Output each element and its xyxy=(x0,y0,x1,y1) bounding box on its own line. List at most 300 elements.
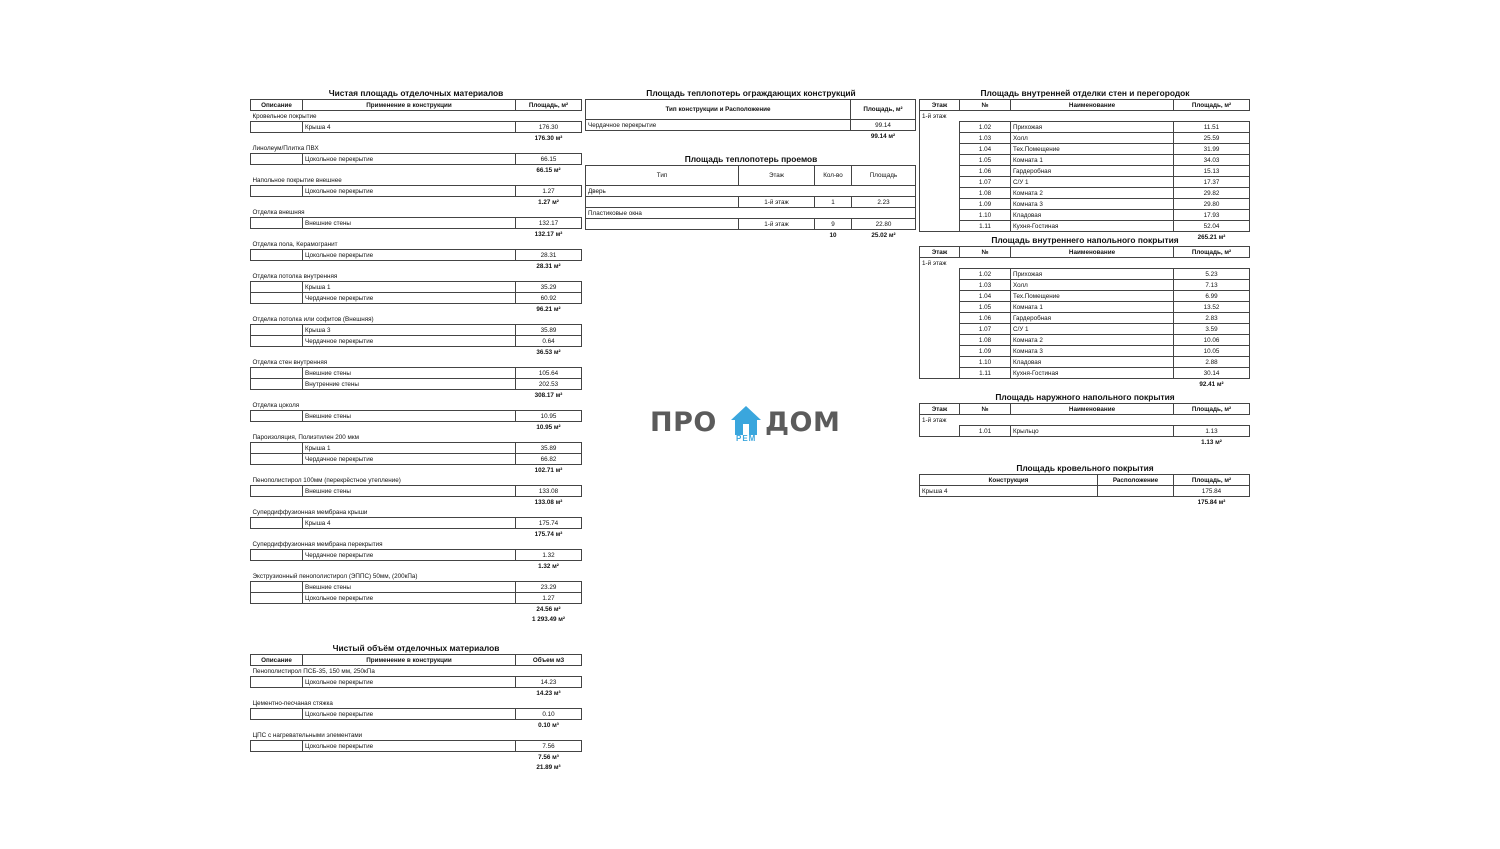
table-cell xyxy=(251,688,303,699)
value-cell: 6.99 xyxy=(1174,291,1250,302)
construction-cell: Внутренние стены xyxy=(303,379,516,390)
column-header: Площадь, м² xyxy=(1174,247,1250,258)
subtotal-value: 175.74 м² xyxy=(534,530,563,538)
finish-area-section xyxy=(250,88,582,624)
table-cell xyxy=(920,357,960,368)
table-cell xyxy=(251,593,303,604)
table-cell xyxy=(920,426,960,437)
subtotal-row xyxy=(251,229,582,240)
table-cell xyxy=(586,131,851,142)
table-cell xyxy=(303,762,516,772)
table-row xyxy=(920,199,1250,210)
table-row xyxy=(251,154,582,165)
subtotal-value: 132.17 м² xyxy=(534,230,563,238)
total-value: 25.02 м² xyxy=(871,231,896,239)
table-cell xyxy=(303,752,516,763)
table-cell xyxy=(303,304,516,315)
table-cell xyxy=(251,709,303,720)
group-description: Цементно-песчаная стяжка xyxy=(252,699,333,707)
table-cell xyxy=(920,368,960,379)
table-cell xyxy=(251,197,303,208)
opening-type: Дверь xyxy=(586,186,916,197)
quantity-cell: 1 xyxy=(815,197,852,208)
table-row xyxy=(920,368,1250,379)
table-cell xyxy=(920,497,1098,508)
subtotal-row xyxy=(251,497,582,508)
total-row xyxy=(586,230,916,241)
subtotal-row xyxy=(251,133,582,144)
table-cell xyxy=(251,218,303,229)
table-cell xyxy=(303,604,516,615)
room-name: Гардеробная xyxy=(1011,313,1174,324)
floor-row xyxy=(920,111,1250,122)
table-row xyxy=(586,120,916,131)
table-row xyxy=(920,280,1250,291)
value-cell: 17.37 xyxy=(1174,177,1250,188)
subtotal-value: 133.08 м² xyxy=(534,498,563,506)
group-description: Супердиффузионная мембрана перекрытия xyxy=(252,540,383,548)
table-row xyxy=(920,335,1250,346)
logo-right-word: ДОМ xyxy=(765,407,841,438)
subtotal-row xyxy=(251,561,582,572)
value-cell: 10.95 xyxy=(516,411,582,422)
room-name: Кладовая xyxy=(1011,357,1174,368)
table-cell xyxy=(303,465,516,476)
group-row xyxy=(251,175,582,186)
table-cell xyxy=(303,197,516,208)
value-cell: 66.15 xyxy=(516,154,582,165)
table-row xyxy=(920,188,1250,199)
total-row xyxy=(586,131,916,142)
table-cell xyxy=(251,154,303,165)
table-cell xyxy=(251,122,303,133)
group-row xyxy=(251,507,582,518)
group-description: Отделка потолка или софитов (Внешняя) xyxy=(252,315,374,323)
construction-cell: Крыша 4 xyxy=(920,486,1098,497)
table-row xyxy=(251,593,582,604)
table-cell xyxy=(251,582,303,593)
column-header: Применение в конструкции xyxy=(303,655,516,666)
room-number: 1.07 xyxy=(960,324,1011,335)
group-row xyxy=(251,571,582,582)
roof-covering-title: Площадь кровельного покрытия xyxy=(1016,463,1154,473)
table-row xyxy=(920,177,1250,188)
table-cell xyxy=(251,465,303,476)
table-cell xyxy=(920,188,960,199)
subtotal-row xyxy=(251,261,582,272)
house-icon xyxy=(729,405,763,437)
column-header: Применение в конструкции xyxy=(303,100,516,111)
table-cell xyxy=(920,291,960,302)
table-cell xyxy=(303,561,516,572)
column-header: Тип xyxy=(586,166,739,186)
table-cell xyxy=(303,614,516,624)
value-cell: 7.56 xyxy=(516,741,582,752)
value-cell: 132.17 xyxy=(516,218,582,229)
logo-sub-word: РЕМ xyxy=(736,434,757,443)
group-row xyxy=(251,111,582,122)
table-row xyxy=(251,582,582,593)
location-cell xyxy=(1098,486,1174,497)
envelope-heatloss-table xyxy=(585,99,916,141)
room-name: Комната 1 xyxy=(1011,155,1174,166)
table-cell xyxy=(251,454,303,465)
value-cell: 2.88 xyxy=(1174,357,1250,368)
table-cell xyxy=(251,133,303,144)
openings-heatloss-section xyxy=(585,154,917,240)
table-cell xyxy=(303,422,516,433)
floor-row xyxy=(920,415,1250,426)
column-header: Площадь xyxy=(852,166,916,186)
value-cell: 1.32 xyxy=(516,550,582,561)
value-cell: 10.05 xyxy=(1174,346,1250,357)
floor-label: 1-й этаж xyxy=(920,258,1250,269)
group-row xyxy=(251,271,582,282)
group-description: Напольное покрытие внешнее xyxy=(252,176,342,184)
outdoor-floor-table xyxy=(919,403,1250,447)
table-row xyxy=(920,144,1250,155)
group-description: Супердиффузионная мембрана крыши xyxy=(252,508,368,516)
group-description: ЦПС с нагревательными элементами xyxy=(252,731,363,739)
column-header: Конструкция xyxy=(920,475,1098,486)
column-header: Площадь, м² xyxy=(1174,404,1250,415)
value-cell: 202.53 xyxy=(516,379,582,390)
header-row xyxy=(251,655,582,666)
table-cell xyxy=(303,529,516,540)
construction-cell: Чердачное перекрытие xyxy=(303,550,516,561)
construction-cell: Крыша 4 xyxy=(303,518,516,529)
total-row xyxy=(920,379,1250,390)
table-cell xyxy=(303,720,516,731)
grand-total-value: 1 293.49 м² xyxy=(531,615,565,623)
group-description: Отделка цоколя xyxy=(252,401,300,409)
table-row xyxy=(251,677,582,688)
wall-finish-title: Площадь внутренней отделки стен и перегородок xyxy=(980,88,1190,98)
total-value: 265.21 м² xyxy=(1197,233,1226,241)
group-row xyxy=(251,207,582,218)
value-cell: 34.03 xyxy=(1174,155,1250,166)
value-cell: 2.83 xyxy=(1174,313,1250,324)
floor-cell: 1-й этаж xyxy=(739,197,815,208)
table-cell xyxy=(920,177,960,188)
table-cell xyxy=(303,229,516,240)
group-description: Кровельное покрытие xyxy=(252,112,317,120)
table-row xyxy=(251,293,582,304)
table-row xyxy=(251,518,582,529)
construction-cell: Крыша 3 xyxy=(303,325,516,336)
grand-total-row xyxy=(251,614,582,624)
room-name: Комната 3 xyxy=(1011,346,1174,357)
room-number: 1.06 xyxy=(960,313,1011,324)
value-cell: 30.14 xyxy=(1174,368,1250,379)
column-header: № xyxy=(960,247,1011,258)
room-name: Холл xyxy=(1011,133,1174,144)
column-header: Расположение xyxy=(1098,475,1174,486)
table-cell xyxy=(251,614,303,624)
subtotal-value: 96.21 м² xyxy=(536,305,561,313)
value-cell: 2.23 xyxy=(852,197,916,208)
room-name: Прихожая xyxy=(1011,269,1174,280)
table-row xyxy=(586,219,916,230)
room-name: Комната 2 xyxy=(1011,335,1174,346)
outdoor-floor-section xyxy=(919,392,1251,447)
table-cell xyxy=(251,379,303,390)
column-header: № xyxy=(960,404,1011,415)
subtotal-row xyxy=(251,390,582,401)
grand-total-row xyxy=(251,762,582,772)
table-row xyxy=(251,709,582,720)
table-row xyxy=(920,122,1250,133)
construction-cell: Чердачное перекрытие xyxy=(303,336,516,347)
room-number: 1.06 xyxy=(960,166,1011,177)
value-cell: 28.31 xyxy=(516,250,582,261)
table-row xyxy=(920,486,1250,497)
subtotal-value: 102.71 м² xyxy=(534,466,563,474)
table-cell xyxy=(586,219,739,230)
value-cell: 35.89 xyxy=(516,325,582,336)
table-cell xyxy=(251,261,303,272)
envelope-heatloss-section xyxy=(585,88,917,141)
subtotal-row xyxy=(251,720,582,731)
value-cell: 1.27 xyxy=(516,186,582,197)
table-cell xyxy=(920,199,960,210)
total-value: 175.84 м² xyxy=(1197,498,1226,506)
room-name: Комната 2 xyxy=(1011,188,1174,199)
table-cell xyxy=(251,186,303,197)
column-header: Площадь, м² xyxy=(851,100,916,120)
pro-dom-logo xyxy=(650,405,850,445)
column-header: Наименование xyxy=(1011,404,1174,415)
table-row xyxy=(920,133,1250,144)
table-row xyxy=(920,324,1250,335)
group-row xyxy=(251,314,582,325)
total-row xyxy=(920,437,1250,448)
header-row xyxy=(920,475,1250,486)
column-header: Площадь, м² xyxy=(1174,100,1250,111)
table-cell xyxy=(251,293,303,304)
column-header: Площадь, м² xyxy=(1174,475,1250,486)
table-cell xyxy=(920,335,960,346)
column-header: Этаж xyxy=(920,100,960,111)
table-row xyxy=(920,313,1250,324)
total-quantity: 10 xyxy=(829,231,837,239)
value-cell: 52.04 xyxy=(1174,221,1250,232)
header-row xyxy=(920,247,1250,258)
value-cell: 175.84 xyxy=(1174,486,1250,497)
subtotal-row xyxy=(251,304,582,315)
table-row xyxy=(251,454,582,465)
floor-covering-title: Площадь внутреннего напольного покрытия xyxy=(991,235,1179,245)
room-number: 1.10 xyxy=(960,357,1011,368)
table-cell xyxy=(960,437,1011,448)
table-cell xyxy=(920,379,960,390)
value-cell: 22.80 xyxy=(852,219,916,230)
construction-cell: Внешние стены xyxy=(303,486,516,497)
group-description: Пароизоляция, Полиэтилен 200 мкм xyxy=(252,433,359,441)
room-number: 1.05 xyxy=(960,302,1011,313)
table-cell xyxy=(920,280,960,291)
header-row xyxy=(920,100,1250,111)
column-header: Наименование xyxy=(1011,100,1174,111)
table-cell xyxy=(251,720,303,731)
group-description: Отделка внешняя xyxy=(252,208,305,216)
floor-row xyxy=(920,258,1250,269)
table-row xyxy=(251,379,582,390)
room-number: 1.04 xyxy=(960,291,1011,302)
table-row xyxy=(920,357,1250,368)
table-cell xyxy=(920,221,960,232)
table-cell xyxy=(303,688,516,699)
table-cell xyxy=(920,302,960,313)
subtotal-row xyxy=(251,604,582,615)
value-cell: 23.29 xyxy=(516,582,582,593)
finish-volume-section xyxy=(250,643,582,772)
table-cell xyxy=(251,304,303,315)
value-cell: 14.23 xyxy=(516,677,582,688)
group-row xyxy=(251,730,582,741)
table-cell xyxy=(920,437,960,448)
table-cell xyxy=(251,390,303,401)
roof-covering-section xyxy=(919,463,1251,507)
value-cell: 35.29 xyxy=(516,282,582,293)
group-description: Пенополистирол 100мм (перекрёстное утепление) xyxy=(252,476,401,484)
room-name: Комната 1 xyxy=(1011,302,1174,313)
room-name: Кухня-Гостиная xyxy=(1011,221,1174,232)
room-name: Крыльцо xyxy=(1011,426,1174,437)
subtotal-value: 28.31 м² xyxy=(536,262,561,270)
group-row xyxy=(251,357,582,368)
construction-cell: Внешние стены xyxy=(303,218,516,229)
value-cell: 29.82 xyxy=(1174,188,1250,199)
header-row xyxy=(251,100,582,111)
table-cell xyxy=(251,347,303,358)
room-number: 1.08 xyxy=(960,335,1011,346)
value-cell: 0.10 xyxy=(516,709,582,720)
value-cell: 99.14 xyxy=(851,120,916,131)
table-row xyxy=(920,426,1250,437)
column-header: Описание xyxy=(251,655,303,666)
subtotal-row xyxy=(251,347,582,358)
floor-label: 1-й этаж xyxy=(920,415,1250,426)
room-number: 1.03 xyxy=(960,280,1011,291)
table-cell xyxy=(251,486,303,497)
outdoor-floor-title: Площадь наружного напольного покрытия xyxy=(995,392,1175,402)
value-cell: 60.92 xyxy=(516,293,582,304)
column-header: Этаж xyxy=(739,166,815,186)
table-cell xyxy=(1011,437,1174,448)
table-cell xyxy=(251,229,303,240)
table-cell xyxy=(920,346,960,357)
construction-cell: Чердачное перекрытие xyxy=(303,454,516,465)
room-name: Тех.Помещение xyxy=(1011,144,1174,155)
header-row xyxy=(586,166,916,186)
table-row xyxy=(920,269,1250,280)
construction-cell: Цокольное перекрытие xyxy=(303,677,516,688)
table-cell xyxy=(920,155,960,166)
table-cell xyxy=(251,497,303,508)
construction-cell: Крыша 1 xyxy=(303,282,516,293)
construction-cell: Внешние стены xyxy=(303,582,516,593)
column-header: Этаж xyxy=(920,404,960,415)
group-row xyxy=(586,186,916,197)
table-row xyxy=(920,221,1250,232)
table-cell xyxy=(251,741,303,752)
room-name: С/У 1 xyxy=(1011,177,1174,188)
table-row xyxy=(920,210,1250,221)
table-cell xyxy=(251,325,303,336)
column-header: Объем м3 xyxy=(516,655,582,666)
value-cell: 66.82 xyxy=(516,454,582,465)
table-cell xyxy=(920,313,960,324)
table-cell xyxy=(920,166,960,177)
room-number: 1.11 xyxy=(960,368,1011,379)
grand-total-value: 21.89 м³ xyxy=(536,763,561,771)
subtotal-value: 1.27 м² xyxy=(538,198,559,206)
construction-cell: Внешние стены xyxy=(303,368,516,379)
column-header: № xyxy=(960,100,1011,111)
table-cell xyxy=(920,324,960,335)
room-name: Холл xyxy=(1011,280,1174,291)
table-cell xyxy=(251,443,303,454)
value-cell: 17.93 xyxy=(1174,210,1250,221)
table-row xyxy=(920,291,1250,302)
table-row xyxy=(251,186,582,197)
table-cell xyxy=(251,752,303,763)
value-cell: 0.64 xyxy=(516,336,582,347)
construction-cell: Цокольное перекрытие xyxy=(303,709,516,720)
total-value: 92.41 м² xyxy=(1199,380,1224,388)
table-cell xyxy=(251,282,303,293)
subtotal-value: 1.32 м² xyxy=(538,562,559,570)
value-cell: 175.74 xyxy=(516,518,582,529)
wall-finish-section xyxy=(919,88,1251,242)
table-cell xyxy=(1011,379,1174,390)
group-row xyxy=(251,666,582,677)
group-row xyxy=(251,400,582,411)
table-cell xyxy=(251,529,303,540)
subtotal-row xyxy=(251,197,582,208)
table-cell xyxy=(303,165,516,176)
subtotal-row xyxy=(251,165,582,176)
room-number: 1.09 xyxy=(960,346,1011,357)
value-cell: 1.27 xyxy=(516,593,582,604)
table-row xyxy=(920,302,1250,313)
value-cell: 15.13 xyxy=(1174,166,1250,177)
room-name: Прихожая xyxy=(1011,122,1174,133)
group-row xyxy=(251,432,582,443)
opening-type: Пластиковые окна xyxy=(586,208,916,219)
column-header: Этаж xyxy=(920,247,960,258)
room-number: 1.11 xyxy=(960,221,1011,232)
table-cell xyxy=(960,379,1011,390)
table-cell xyxy=(251,518,303,529)
room-number: 1.08 xyxy=(960,188,1011,199)
total-value: 1.13 м² xyxy=(1201,438,1222,446)
group-row xyxy=(251,539,582,550)
table-cell xyxy=(251,368,303,379)
construction-cell: Крыша 1 xyxy=(303,443,516,454)
value-cell: 7.13 xyxy=(1174,280,1250,291)
table-cell xyxy=(920,210,960,221)
group-description: Экструзионный пенополистирол (ЭППС) 50мм, (200кПа) xyxy=(252,572,418,580)
table-row xyxy=(251,486,582,497)
table-cell xyxy=(920,144,960,155)
group-row xyxy=(251,143,582,154)
table-cell xyxy=(303,347,516,358)
table-row xyxy=(920,166,1250,177)
table-row xyxy=(251,336,582,347)
roof-covering-table xyxy=(919,474,1250,507)
